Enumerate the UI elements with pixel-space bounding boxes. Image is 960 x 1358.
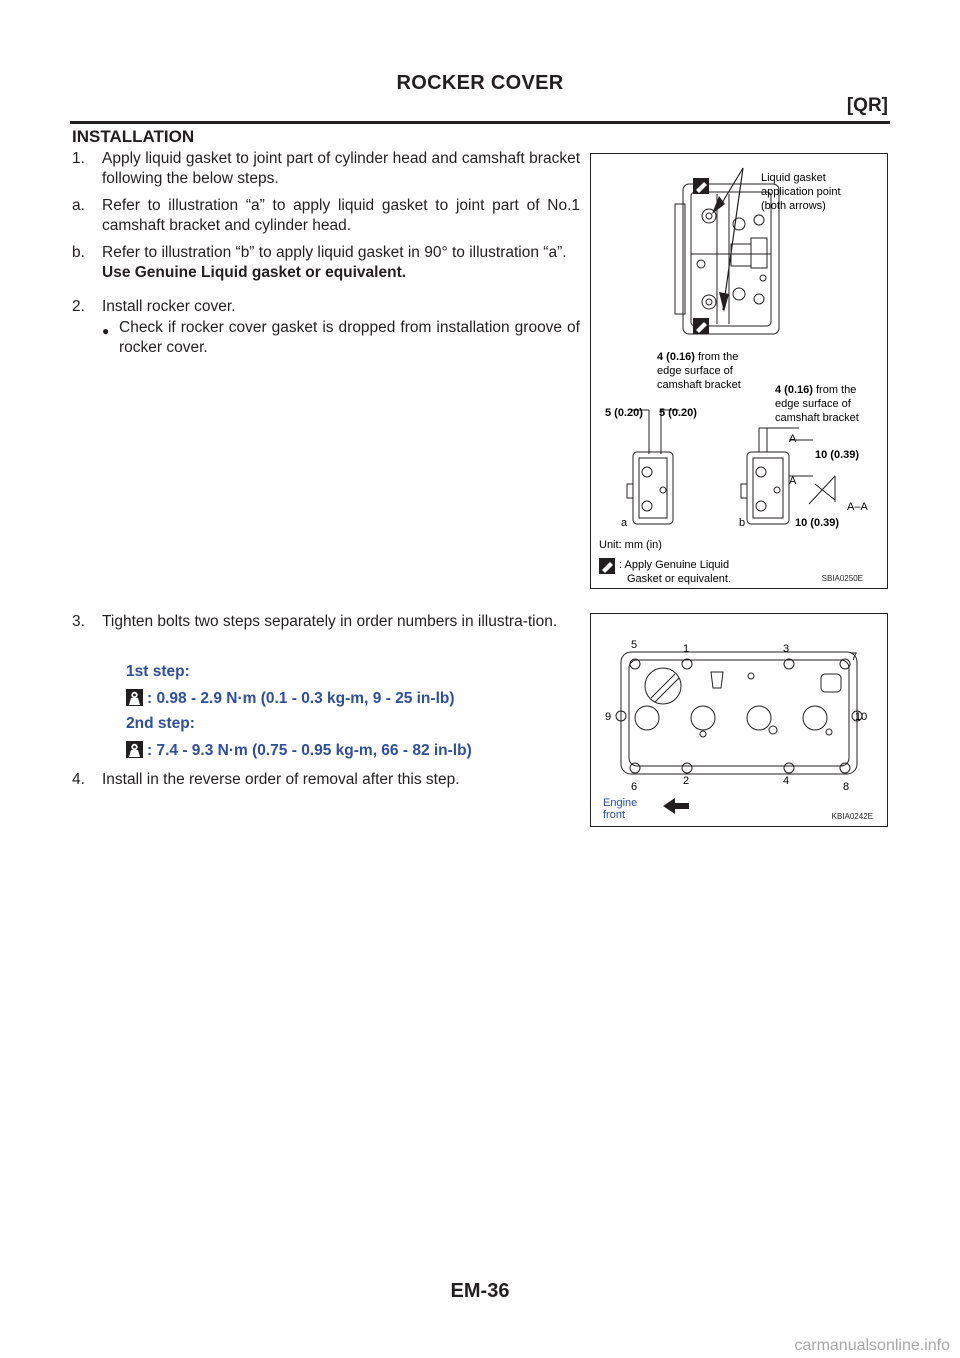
step-2 <box>72 297 580 317</box>
bolt-number: 9 <box>605 711 612 723</box>
step-number: 2. <box>72 298 85 315</box>
bolt-number: 1 <box>683 643 690 655</box>
step-text: Refer to illustration “b” to apply liquid gasket in 90° to illustration “a”. <box>102 244 567 261</box>
dimension-b-line-3: camshaft bracket <box>775 412 859 424</box>
step-text: Tighten bolts two steps separately in order numbers in illustra-tion. <box>102 613 558 630</box>
bolt-number: 5 <box>631 639 638 651</box>
torque-step1-spec <box>126 689 586 709</box>
engine-front-label-2: front <box>603 809 626 821</box>
dimension-a-label <box>657 351 738 363</box>
dimension-b-text: from the <box>812 384 857 396</box>
watermark: carmanualsonline.info <box>794 1337 950 1354</box>
callout-line-3: (both arrows) <box>761 200 826 212</box>
header-divider <box>70 121 890 124</box>
torque-step2-label: 2nd step: <box>126 715 195 732</box>
bolt-number: 3 <box>783 643 790 655</box>
dimension-a-line-3: camshaft bracket <box>657 379 741 391</box>
step-a <box>72 196 580 236</box>
section-aa-label: A–A <box>847 501 868 513</box>
bolt-number: 6 <box>631 781 638 793</box>
torque-wrench-icon <box>126 741 143 758</box>
dimension-a-value: 4 (0.16) <box>657 351 695 363</box>
step-text: Refer to illustration “a” to apply liquid gasket to joint part of No.1 camshaft bracket and cylinder head. <box>102 197 580 234</box>
dimension-left-label: 5 (0.20) <box>605 407 643 419</box>
step-1 <box>72 149 580 189</box>
illustration-a-label: a <box>621 517 628 529</box>
bolt-order-figure <box>590 613 888 827</box>
engine-section-tag: [QR] <box>846 95 888 116</box>
bolt-number: 2 <box>683 775 690 787</box>
step-3 <box>72 612 580 632</box>
front-arrow-icon <box>663 798 689 814</box>
bolt-number: 7 <box>851 651 858 663</box>
step-text: Install rocker cover. <box>102 298 236 315</box>
page-number: EM-36 <box>450 1280 510 1302</box>
torque-step1-label: 1st step: <box>126 663 190 680</box>
torque-step1-value: : 0.98 - 2.9 N·m (0.1 - 0.3 kg-m, 9 - 25 in-lb) <box>147 690 455 707</box>
step-number: a. <box>72 197 85 214</box>
bolt-number: 4 <box>783 775 790 787</box>
bullet-icon: ● <box>102 324 110 338</box>
dimension-b-value: 4 (0.16) <box>775 384 813 396</box>
section-heading: INSTALLATION <box>72 127 195 146</box>
torque-step2-value: : 7.4 - 9.3 N·m (0.75 - 0.95 kg-m, 66 - 82 in-lb) <box>147 742 472 759</box>
page-title: ROCKER COVER <box>396 72 564 94</box>
legend-line-2: Gasket or equivalent. <box>627 573 731 585</box>
step-number: b. <box>72 244 85 261</box>
dimension-10-bottom-label: 10 (0.39) <box>795 517 840 529</box>
dimension-b-label <box>775 384 856 396</box>
section-a-top-label: A <box>789 433 797 445</box>
dimension-a-line-2: edge surface of <box>657 365 733 377</box>
torque-step2-spec <box>126 741 586 761</box>
step-number: 4. <box>72 771 85 788</box>
engine-front-label-1: Engine <box>603 797 638 809</box>
step-text: Install in the reverse order of removal after this step. <box>102 771 460 788</box>
step-number: 1. <box>72 150 85 167</box>
gasket-note: Use Genuine Liquid gasket or equivalent. <box>102 264 407 281</box>
step-b <box>72 243 580 283</box>
dimension-10-top-label: 10 (0.39) <box>815 449 860 461</box>
step-4 <box>72 770 580 790</box>
figure-code: SBIA0250E <box>821 574 863 583</box>
figure-code: KBIA0242E <box>831 812 873 821</box>
torque-wrench-icon <box>126 689 143 706</box>
bolt-number: 8 <box>843 781 850 793</box>
dimension-a-text: from the <box>694 351 739 363</box>
step-text: Apply liquid gasket to joint part of cylinder head and camshaft bracket following the below steps. <box>102 150 580 187</box>
liquid-gasket-figure <box>590 153 888 589</box>
rocker-cover-illustration <box>591 614 887 826</box>
callout-line-2: application point <box>761 186 841 198</box>
dimension-right-label: 5 (0.20) <box>659 407 697 419</box>
unit-label: Unit: mm (in) <box>599 539 662 551</box>
legend-line-1: : Apply Genuine Liquid <box>619 559 730 571</box>
illustration-b-label: b <box>739 517 746 529</box>
gasket-illustration <box>591 154 887 588</box>
step-2-bullet <box>72 318 580 358</box>
section-a-bottom-label: A <box>789 475 797 487</box>
callout-line-1: Liquid gasket <box>761 172 826 184</box>
dimension-b-line-2: edge surface of <box>775 398 851 410</box>
bolt-number: 10 <box>855 711 868 723</box>
step-number: 3. <box>72 613 85 630</box>
bullet-text: Check if rocker cover gasket is dropped from installation groove of rocker cover. <box>119 319 580 356</box>
